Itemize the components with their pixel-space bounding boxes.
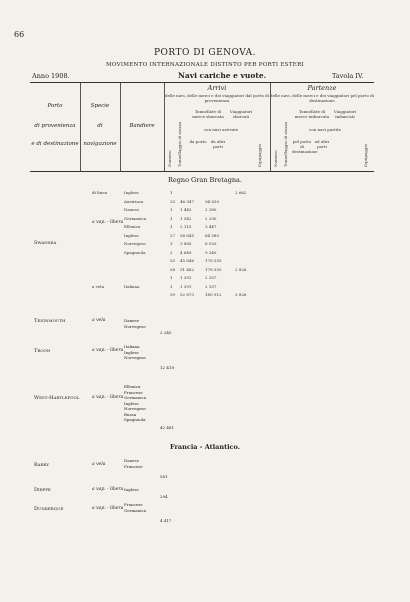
table-cell: Danese [124,207,139,212]
table-cell: Germanica [124,215,147,221]
table-row [30,207,374,213]
header-viaggiatori-sbarcati: Viaggiatori sbarcati [229,109,253,119]
flag-label: Inglese [124,400,139,406]
port-dunkerque: Dunkerque [34,506,64,512]
table-row [30,199,374,205]
total-west-hartlepool: 42 481 [160,425,174,430]
page-subtitle: MOVIMENTO INTERNAZIONALE DISTINTO PER PORTI ESTERI [105,62,305,68]
section-francia: Francia - Atlantico. [170,443,240,451]
table-cell: 27 [170,232,176,238]
header-numero-par: Numero [273,150,278,167]
table-cell: 2 [170,249,173,255]
header-pel-porto: pel porto di destinazione [292,139,318,154]
table-cell: Spagnuola [124,249,146,255]
port-barry: Barry [34,462,50,468]
header-specie-sub1: di [97,123,103,129]
table-cell: 46 947 [180,198,194,204]
table-row [30,241,374,247]
table-cell: 94 830 [205,198,219,204]
header-specie-sub2: navigazione [83,141,117,147]
table-cell: 2 357 [205,283,217,289]
table-cell: 3 826 [235,292,247,297]
table-cell: 1 [170,207,173,212]
flag-label: Francese [124,463,143,469]
table-header [30,82,374,172]
table-cell: 2 357 [205,275,217,280]
flag-label: Norvegese [124,355,146,360]
table-row [30,190,374,196]
header-da-porto: da porto [189,139,207,144]
specie-west-hartlepool: a vap. - libera [92,395,124,400]
table-cell: Austriaca [124,198,144,204]
table-row [30,275,374,281]
header-con-navi-arrivate: con navi arrivate [203,127,239,132]
flag-label: Germanica [124,507,147,513]
table-cell: 1 [170,275,173,280]
table-cell: Norvegese [124,241,146,246]
port-dieppe: Dieppe [34,487,51,493]
flag-label: Francese [124,389,143,395]
header-merce-imbarcata: Tonnellate di merce imbarcata [294,109,330,119]
table-number: Tavola IV. [332,72,364,80]
flag-label: Norvegese [124,406,146,411]
table-cell: 52 873 [180,292,194,297]
table-cell: Inglese [124,232,139,238]
header-arrivi-sub: delle navi, delle merci e dei viaggiatori dal porto di provenienza [165,93,269,103]
flag-label: Ellenica [124,384,141,389]
table-cell: 1 391 [180,283,192,289]
table-row [30,224,374,230]
year-label: Anno 1908. [32,72,70,80]
table-cell: 2 380 [205,207,217,212]
header-da-altri-porti: da altri porti [210,139,226,149]
table-cell: 2 290 [205,215,217,221]
table-cell: 3 885 [180,241,192,246]
flag-label: Danese [124,318,139,323]
port-troon: Troon [34,348,51,354]
page-title: PORTO DI GENOVA. [153,48,257,58]
header-partenze: Partenze [307,84,337,92]
header-porto-sub1: di provenienza [34,123,76,129]
table-cell: di linea [92,190,107,195]
header-partenze-sub: delle navi, delle merci e dei viaggiatori pel porto di destinazione [270,93,374,103]
table-cell: 51 482 [180,266,194,272]
header-stazza-par: Tonnellaggio di stazza [283,121,288,167]
table-cell: 1 [170,190,173,195]
header-merce-sbarcata: Tonnellate di merce sbarcata [192,109,224,119]
table-cell: 9 340 [205,249,217,255]
table-row [30,233,374,239]
header-equipaggio-arr: Equipaggio [257,143,262,167]
total-teignmouth: 2 245 [160,330,172,335]
table-cell: 58 [170,266,176,272]
header-ad-altri-porti: ad altri porti [314,139,330,149]
flag-label: Russa [124,411,137,417]
flag-label: Danese [124,458,139,463]
table-cell: 64 580 [205,232,219,238]
header-porto: Porto [47,103,63,109]
flag-label: Italiana [124,344,140,349]
table-cell: 178 555 [205,258,222,263]
table-cell: Italiana [124,283,140,289]
table-title: Navi cariche e vuote. [178,71,267,80]
port-swansea: Swansea [34,240,57,246]
table-row [30,250,374,256]
header-bandiere: Bandiere [129,123,155,129]
table-cell: 1 [170,283,173,289]
table-row [30,267,374,273]
table-cell: 1 391 [180,275,192,280]
header-numero-arr: Numero [167,150,172,167]
table-row [30,292,374,298]
table-cell: 180 912 [205,292,222,297]
table-cell: 2 662 [235,190,247,195]
table-cell: 56 645 [180,232,194,238]
total-troon: 12 418 [160,365,174,370]
flag-label: Inglese [124,487,139,492]
table-row [30,284,374,290]
table-cell: 25 [170,198,176,204]
header-specie: Specie [90,103,110,109]
table-cell: 3 447 [205,224,217,229]
header-con-navi-partite: con navi partite [309,127,341,132]
port-teignmouth: Teignmouth [34,318,66,324]
table-cell: 3 [170,241,173,246]
table-cell: 1 [170,215,173,221]
table-row [30,216,374,222]
table-cell: 53 [170,258,176,263]
table-cell: 6 020 [205,241,217,246]
port-west-hartlepool: West-Hartlepool [34,395,80,401]
flag-label: Inglese [124,349,139,355]
table-cell: 1 443 [180,207,192,212]
table-cell: 59 [170,292,176,297]
flag-label: Spagnuola [124,417,146,422]
table-cell: Inglese [124,190,139,195]
header-porto-sub2: e di destinazione [31,141,79,147]
table-cell: 2 826 [235,266,247,272]
section-gran-bretagna: Regno Gran Bretagna. [167,176,242,184]
table-cell: 1 542 [180,215,192,221]
table-row [30,258,374,264]
total-barry: 581 [160,474,168,479]
total-dunkerque: 4 417 [160,518,172,523]
table-cell: 2 115 [180,224,192,229]
total-dieppe: 294 [160,494,168,499]
page-number: 66 [14,30,25,39]
specie-a-vap-libera: a vap. - libera [92,220,124,225]
table-cell: 4 649 [180,249,192,255]
table-cell: 45 646 [180,258,194,263]
table-cell: a vela [92,283,104,289]
specie-dunkerque: a vap. - libera [92,506,124,511]
specie-teignmouth: a vela [92,318,106,323]
specie-troon: a vap. - libera [92,348,124,353]
header-equipaggio-par: Equipaggio [363,143,368,167]
specie-dieppe: a vap. - libera [92,487,124,492]
table-cell: 1 [170,224,173,229]
table-cell: Ellenica [124,224,141,229]
flag-label: Germanica [124,395,147,400]
flag-label: Francese [124,502,143,507]
table-cell: 178 555 [205,266,222,272]
specie-barry: a vela [92,462,106,467]
header-arrivi: Arrivi [207,84,227,92]
flag-label: Norvegese [124,323,146,329]
header-viaggiatori-imbarcati: Viaggiatori imbarcati [333,109,357,119]
header-stazza-arr: Tonnellaggio di stazza [177,121,182,167]
